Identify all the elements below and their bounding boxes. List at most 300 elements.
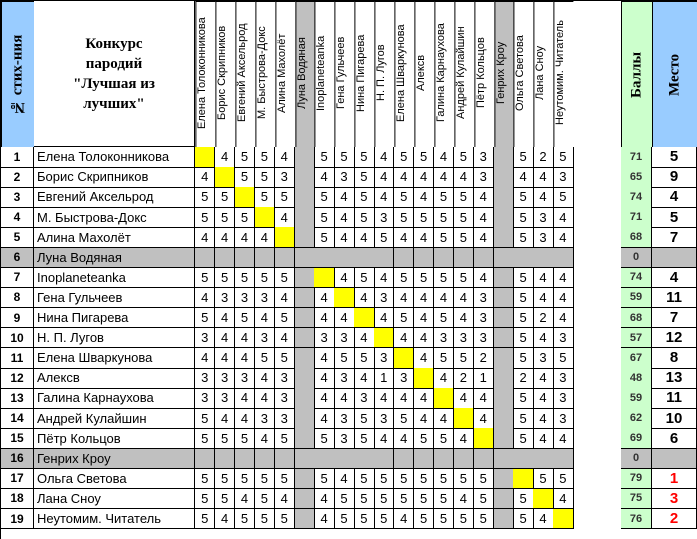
judge-header: Борис Скрипников bbox=[215, 1, 235, 147]
total-score: 68 bbox=[621, 227, 652, 248]
judge-header: Евгений Аксельрод bbox=[235, 1, 255, 147]
participant-name: Неутомим. Читатель bbox=[34, 509, 195, 530]
score-cell bbox=[215, 449, 235, 470]
empty-judge-cell bbox=[295, 227, 315, 248]
total-score: 71 bbox=[621, 207, 652, 228]
total-score: 59 bbox=[621, 288, 652, 309]
empty-judge-cell bbox=[295, 147, 315, 168]
score-cell bbox=[414, 449, 434, 470]
score-cell: 3 bbox=[434, 328, 454, 349]
score-cell: 4 bbox=[394, 227, 414, 248]
place-value bbox=[652, 449, 697, 470]
participant-name: Лана Сноу bbox=[34, 489, 195, 510]
score-cell: 5 bbox=[414, 489, 434, 510]
place-value: 9 bbox=[652, 167, 697, 188]
score-cell: 4 bbox=[394, 388, 414, 409]
score-cell: 5 bbox=[354, 408, 374, 429]
empty-judge-cell bbox=[494, 328, 514, 349]
score-cell: 5 bbox=[195, 187, 215, 208]
score-cell: 3 bbox=[275, 368, 295, 389]
total-score: 71 bbox=[621, 147, 652, 168]
score-cell: 4 bbox=[414, 388, 434, 409]
judge-header: Елена Шваркунова bbox=[394, 1, 414, 147]
row-number: 14 bbox=[1, 408, 34, 429]
score-cell: 4 bbox=[354, 328, 374, 349]
participant-name: Луна Водяная bbox=[34, 248, 195, 269]
score-cell: 4 bbox=[474, 187, 494, 208]
score-cell: 3 bbox=[275, 408, 295, 429]
total-score: 68 bbox=[621, 308, 652, 329]
score-cell: 4 bbox=[314, 348, 334, 369]
score-cell: 5 bbox=[414, 268, 434, 289]
score-cell: 4 bbox=[215, 227, 235, 248]
place-value: 2 bbox=[652, 509, 697, 530]
score-cell: 4 bbox=[533, 187, 553, 208]
score-cell: 4 bbox=[434, 288, 454, 309]
judge-header: Галина Карнаухова bbox=[434, 1, 454, 147]
empty-judge-cell bbox=[295, 348, 315, 369]
score-cell: 3 bbox=[374, 348, 394, 369]
empty-judge-cell bbox=[494, 368, 514, 389]
self-vote-cell bbox=[314, 268, 334, 289]
score-cell: 4 bbox=[215, 348, 235, 369]
score-cell: 5 bbox=[354, 469, 374, 490]
score-cell: 1 bbox=[374, 368, 394, 389]
row-number: 8 bbox=[1, 288, 34, 309]
score-cell: 4 bbox=[235, 388, 255, 409]
judge-header: Inoplaneteanka bbox=[314, 1, 334, 147]
score-cell: 5 bbox=[454, 147, 474, 168]
score-cell: 3 bbox=[255, 288, 275, 309]
score-cell: 4 bbox=[533, 167, 553, 188]
score-cell: 5 bbox=[454, 509, 474, 530]
total-score: 62 bbox=[621, 408, 652, 429]
score-cell: 3 bbox=[474, 167, 494, 188]
score-cell: 5 bbox=[454, 469, 474, 490]
score-cell: 5 bbox=[513, 509, 533, 530]
score-cell: 5 bbox=[354, 207, 374, 228]
empty-judge-cell bbox=[494, 408, 514, 429]
score-cell: 5 bbox=[434, 207, 454, 228]
score-cell: 3 bbox=[533, 227, 553, 248]
score-cell: 5 bbox=[374, 469, 394, 490]
score-cell: 5 bbox=[275, 308, 295, 329]
score-cell: 5 bbox=[374, 489, 394, 510]
score-cell: 5 bbox=[354, 187, 374, 208]
score-cell: 5 bbox=[513, 328, 533, 349]
score-cell: 4 bbox=[553, 308, 573, 329]
place-value: 4 bbox=[652, 187, 697, 208]
score-cell bbox=[314, 449, 334, 470]
score-column-header: Баллы bbox=[621, 1, 652, 147]
total-score: 59 bbox=[621, 388, 652, 409]
empty-judge-cell bbox=[494, 388, 514, 409]
score-cell: 5 bbox=[275, 469, 295, 490]
score-cell: 5 bbox=[235, 469, 255, 490]
place-value: 1 bbox=[652, 469, 697, 490]
row-number: 1 bbox=[1, 147, 34, 168]
score-cell: 3 bbox=[334, 408, 354, 429]
score-cell: 5 bbox=[474, 509, 494, 530]
score-cell: 5 bbox=[414, 147, 434, 168]
score-cell: 5 bbox=[195, 489, 215, 510]
score-cell: 5 bbox=[513, 207, 533, 228]
score-cell: 4 bbox=[255, 368, 275, 389]
score-cell: 4 bbox=[394, 167, 414, 188]
place-value: 8 bbox=[652, 348, 697, 369]
score-cell: 3 bbox=[374, 288, 394, 309]
score-cell: 3 bbox=[255, 328, 275, 349]
self-vote-cell bbox=[275, 227, 295, 248]
total-score: 76 bbox=[621, 509, 652, 530]
contest-title-line: лучших" bbox=[83, 95, 145, 112]
score-cell: 4 bbox=[533, 288, 553, 309]
judge-header: Алина Махолёт bbox=[275, 1, 295, 147]
total-score: 57 bbox=[621, 328, 652, 349]
score-cell bbox=[474, 449, 494, 470]
place-value: 13 bbox=[652, 368, 697, 389]
place-value: 11 bbox=[652, 388, 697, 409]
place-value: 10 bbox=[652, 408, 697, 429]
judge-header: Неутомим. Читатель bbox=[553, 1, 573, 147]
row-number: 19 bbox=[1, 509, 34, 530]
score-cell: 3 bbox=[474, 288, 494, 309]
score-cell bbox=[513, 248, 533, 269]
score-cell: 4 bbox=[414, 328, 434, 349]
score-cell: 4 bbox=[553, 207, 573, 228]
score-cell: 5 bbox=[394, 187, 414, 208]
participant-name: Андрей Кулайшин bbox=[34, 408, 195, 429]
score-cell: 5 bbox=[215, 489, 235, 510]
score-cell bbox=[334, 449, 354, 470]
total-score: 0 bbox=[621, 449, 652, 470]
self-vote-cell bbox=[235, 187, 255, 208]
score-cell: 4 bbox=[454, 489, 474, 510]
score-cell: 5 bbox=[394, 147, 414, 168]
score-cell bbox=[454, 449, 474, 470]
score-cell: 4 bbox=[394, 509, 414, 530]
score-cell bbox=[374, 248, 394, 269]
score-cell: 5 bbox=[374, 227, 394, 248]
score-cell: 3 bbox=[195, 388, 215, 409]
score-cell: 3 bbox=[474, 147, 494, 168]
score-cell: 5 bbox=[513, 408, 533, 429]
score-cell: 4 bbox=[314, 388, 334, 409]
score-cell: 1 bbox=[474, 368, 494, 389]
score-cell: 5 bbox=[434, 308, 454, 329]
contest-title-line: Конкурс bbox=[85, 35, 143, 52]
judge-header: Луна Водяная bbox=[295, 1, 315, 147]
score-cell: 4 bbox=[414, 348, 434, 369]
score-cell: 4 bbox=[334, 227, 354, 248]
score-cell: 3 bbox=[255, 408, 275, 429]
participant-name: М. Быстрова-Докс bbox=[34, 207, 195, 228]
place-value: 6 bbox=[652, 428, 697, 449]
score-cell: 5 bbox=[235, 207, 255, 228]
row-number: 2 bbox=[1, 167, 34, 188]
score-cell bbox=[533, 449, 553, 470]
score-cell bbox=[255, 449, 275, 470]
empty-judge-cell bbox=[295, 428, 315, 449]
row-number: 12 bbox=[1, 368, 34, 389]
score-cell: 4 bbox=[334, 308, 354, 329]
score-cell: 5 bbox=[414, 509, 434, 530]
score-cell: 3 bbox=[394, 368, 414, 389]
row-number: 4 bbox=[1, 207, 34, 228]
participant-name: Генрих Кроу bbox=[34, 449, 195, 470]
score-cell: 5 bbox=[314, 227, 334, 248]
total-score: 69 bbox=[621, 428, 652, 449]
score-cell: 4 bbox=[533, 428, 553, 449]
empty-judge-cell bbox=[494, 227, 514, 248]
total-score: 74 bbox=[621, 187, 652, 208]
self-vote-cell bbox=[374, 328, 394, 349]
score-cell: 4 bbox=[533, 268, 553, 289]
score-cell: 5 bbox=[195, 469, 215, 490]
score-cell bbox=[235, 248, 255, 269]
score-cell: 5 bbox=[414, 469, 434, 490]
empty-judge-cell bbox=[494, 469, 514, 490]
score-cell: 4 bbox=[533, 388, 553, 409]
score-cell: 4 bbox=[314, 489, 334, 510]
score-cell: 2 bbox=[533, 147, 553, 168]
score-cell: 5 bbox=[195, 268, 215, 289]
judge-header: Елена Толоконникова bbox=[195, 1, 215, 147]
score-cell: 5 bbox=[255, 167, 275, 188]
score-cell: 4 bbox=[414, 167, 434, 188]
score-cell: 5 bbox=[314, 187, 334, 208]
participant-name: Елена Шваркунова bbox=[34, 348, 195, 369]
score-cell: 3 bbox=[334, 167, 354, 188]
score-cell: 4 bbox=[374, 308, 394, 329]
score-cell: 5 bbox=[255, 509, 275, 530]
score-cell: 4 bbox=[215, 308, 235, 329]
score-cell: 4 bbox=[394, 328, 414, 349]
empty-judge-cell bbox=[494, 268, 514, 289]
row-number: 18 bbox=[1, 489, 34, 510]
score-cell bbox=[374, 449, 394, 470]
score-cell: 2 bbox=[454, 368, 474, 389]
empty-judge-cell bbox=[295, 207, 315, 228]
score-cell: 3 bbox=[553, 328, 573, 349]
judge-header: Андрей Кулайшин bbox=[454, 1, 474, 147]
score-cell bbox=[474, 248, 494, 269]
participant-name: Евгений Аксельрод bbox=[34, 187, 195, 208]
score-cell: 5 bbox=[235, 268, 255, 289]
score-cell: 4 bbox=[235, 227, 255, 248]
score-cell: 3 bbox=[474, 308, 494, 329]
score-cell: 4 bbox=[374, 187, 394, 208]
score-cell: 5 bbox=[513, 489, 533, 510]
empty-judge-cell bbox=[494, 348, 514, 369]
score-cell: 5 bbox=[275, 509, 295, 530]
row-number: 15 bbox=[1, 428, 34, 449]
place-value: 7 bbox=[652, 227, 697, 248]
contest-title-line: пародий bbox=[85, 55, 143, 72]
empty-judge-cell bbox=[494, 288, 514, 309]
empty-judge-cell bbox=[494, 449, 514, 470]
score-cell: 5 bbox=[454, 207, 474, 228]
score-cell: 4 bbox=[533, 368, 553, 389]
score-cell: 4 bbox=[414, 187, 434, 208]
score-cell: 5 bbox=[195, 308, 215, 329]
score-cell: 5 bbox=[235, 147, 255, 168]
score-cell: 2 bbox=[474, 348, 494, 369]
score-cell: 4 bbox=[354, 288, 374, 309]
score-cell: 5 bbox=[513, 388, 533, 409]
score-cell: 4 bbox=[314, 408, 334, 429]
score-cell: 5 bbox=[235, 428, 255, 449]
score-cell: 5 bbox=[255, 147, 275, 168]
self-vote-cell bbox=[334, 288, 354, 309]
score-cell: 5 bbox=[354, 428, 374, 449]
score-cell: 3 bbox=[215, 388, 235, 409]
score-cell: 4 bbox=[215, 509, 235, 530]
score-cell: 5 bbox=[553, 469, 573, 490]
score-cell: 5 bbox=[454, 227, 474, 248]
score-cell: 5 bbox=[275, 268, 295, 289]
total-score: 48 bbox=[621, 368, 652, 389]
score-cell: 5 bbox=[354, 509, 374, 530]
score-cell: 4 bbox=[454, 167, 474, 188]
empty-judge-cell bbox=[494, 207, 514, 228]
score-cell bbox=[553, 248, 573, 269]
score-cell: 4 bbox=[255, 227, 275, 248]
place-value: 12 bbox=[652, 328, 697, 349]
score-cell: 4 bbox=[195, 227, 215, 248]
score-cell bbox=[394, 248, 414, 269]
score-cell: 4 bbox=[235, 348, 255, 369]
score-cell: 4 bbox=[533, 509, 553, 530]
score-cell: 5 bbox=[434, 428, 454, 449]
participant-name: Нина Пигарева bbox=[34, 308, 195, 329]
score-cell: 3 bbox=[275, 167, 295, 188]
place-column-header: Место bbox=[652, 1, 697, 147]
score-cell bbox=[354, 248, 374, 269]
score-cell: 4 bbox=[474, 207, 494, 228]
participant-name: Борис Скрипников bbox=[34, 167, 195, 188]
score-cell: 4 bbox=[374, 388, 394, 409]
score-cell: 4 bbox=[334, 268, 354, 289]
score-cell: 5 bbox=[454, 268, 474, 289]
score-cell: 5 bbox=[434, 489, 454, 510]
empty-judge-cell bbox=[295, 388, 315, 409]
score-cell: 5 bbox=[314, 207, 334, 228]
score-cell: 4 bbox=[275, 147, 295, 168]
score-cell: 4 bbox=[275, 288, 295, 309]
score-cell: 4 bbox=[334, 469, 354, 490]
score-cell bbox=[255, 248, 275, 269]
score-cell: 5 bbox=[275, 348, 295, 369]
row-number: 6 bbox=[1, 248, 34, 269]
score-cell: 5 bbox=[275, 187, 295, 208]
score-cell: 5 bbox=[434, 187, 454, 208]
judge-header: Нина Пигарева bbox=[354, 1, 374, 147]
score-cell: 5 bbox=[513, 227, 533, 248]
empty-judge-cell bbox=[295, 187, 315, 208]
contest-title-line: "Лучшая из bbox=[73, 75, 155, 92]
score-cell: 5 bbox=[314, 147, 334, 168]
score-cell: 5 bbox=[354, 489, 374, 510]
score-cell: 3 bbox=[354, 388, 374, 409]
score-cell: 5 bbox=[434, 348, 454, 369]
score-cell: 4 bbox=[474, 388, 494, 409]
participant-name: Н. П. Лугов bbox=[34, 328, 195, 349]
score-cell bbox=[513, 449, 533, 470]
score-cell: 3 bbox=[374, 207, 394, 228]
place-value: 11 bbox=[652, 288, 697, 309]
score-cell: 4 bbox=[255, 428, 275, 449]
score-cell bbox=[215, 248, 235, 269]
score-cell: 4 bbox=[334, 207, 354, 228]
judge-header: Алексв bbox=[414, 1, 434, 147]
self-vote-cell bbox=[474, 428, 494, 449]
score-cell: 4 bbox=[414, 288, 434, 309]
score-cell: 4 bbox=[454, 428, 474, 449]
score-cell: 3 bbox=[374, 408, 394, 429]
score-cell: 5 bbox=[215, 268, 235, 289]
self-vote-cell bbox=[513, 469, 533, 490]
score-cell: 5 bbox=[314, 428, 334, 449]
score-cell: 5 bbox=[513, 308, 533, 329]
self-vote-cell bbox=[454, 408, 474, 429]
score-cell: 3 bbox=[215, 288, 235, 309]
score-cell: 5 bbox=[394, 207, 414, 228]
place-value: 3 bbox=[652, 489, 697, 510]
empty-judge-cell bbox=[295, 248, 315, 269]
score-cell: 4 bbox=[533, 328, 553, 349]
score-cell: 5 bbox=[334, 489, 354, 510]
score-cell: 4 bbox=[334, 187, 354, 208]
score-cell: 5 bbox=[314, 469, 334, 490]
participant-name: Алина Махолёт bbox=[34, 227, 195, 248]
score-cell: 5 bbox=[354, 147, 374, 168]
score-cell: 5 bbox=[255, 469, 275, 490]
score-cell: 3 bbox=[553, 368, 573, 389]
score-cell bbox=[434, 248, 454, 269]
score-cell: 5 bbox=[434, 227, 454, 248]
score-cell: 5 bbox=[255, 268, 275, 289]
judge-header: Ольга Светова bbox=[513, 1, 533, 147]
score-cell: 5 bbox=[275, 428, 295, 449]
score-cell: 5 bbox=[394, 268, 414, 289]
score-cell: 5 bbox=[474, 489, 494, 510]
score-cell: 3 bbox=[533, 348, 553, 369]
score-cell: 4 bbox=[215, 147, 235, 168]
score-cell: 4 bbox=[553, 489, 573, 510]
score-cell: 4 bbox=[314, 288, 334, 309]
score-cell: 4 bbox=[195, 167, 215, 188]
score-cell: 3 bbox=[533, 207, 553, 228]
score-cell bbox=[434, 449, 454, 470]
score-cell: 3 bbox=[235, 368, 255, 389]
row-number: 17 bbox=[1, 469, 34, 490]
self-vote-cell bbox=[434, 388, 454, 409]
empty-judge-cell bbox=[295, 268, 315, 289]
participant-name: Пётр Кольцов bbox=[34, 428, 195, 449]
participant-name: Галина Карнаухова bbox=[34, 388, 195, 409]
empty-judge-cell bbox=[494, 147, 514, 168]
score-cell: 3 bbox=[314, 328, 334, 349]
score-cell: 4 bbox=[513, 167, 533, 188]
empty-judge-cell bbox=[494, 248, 514, 269]
score-cell: 5 bbox=[354, 348, 374, 369]
judge-header: Генрих Кроу bbox=[494, 1, 514, 147]
score-cell: 2 bbox=[513, 368, 533, 389]
score-cell: 3 bbox=[334, 428, 354, 449]
score-cell: 5 bbox=[354, 167, 374, 188]
empty-judge-cell bbox=[295, 167, 315, 188]
